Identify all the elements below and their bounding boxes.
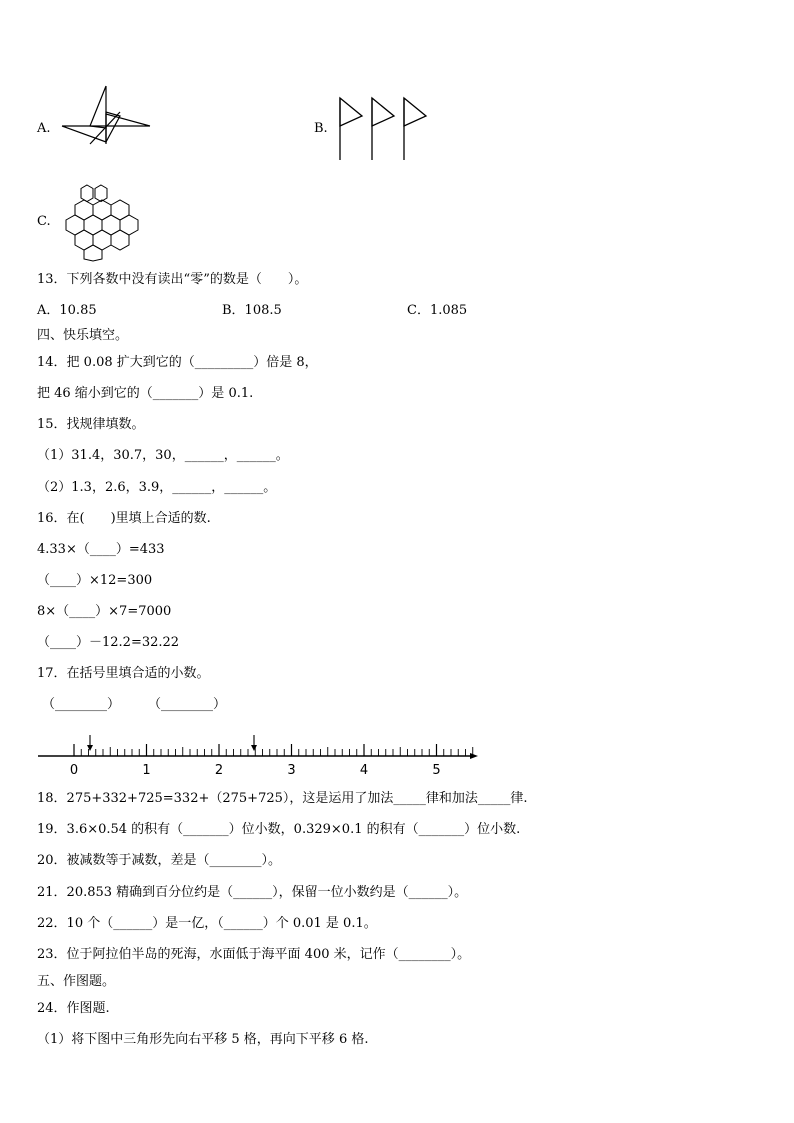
number-line-label: 2 bbox=[214, 763, 224, 778]
q22-text: 22．10 个（______）是一亿，（______）个 0.01 是 0.1。 bbox=[37, 916, 377, 931]
q13-option-c: C．1.085 bbox=[407, 303, 468, 318]
number-line-label: 3 bbox=[287, 763, 296, 778]
q17-blank-2: （________） bbox=[148, 697, 227, 712]
q16-line-4: （____）－12.2=32.22 bbox=[37, 635, 180, 650]
q24-stem: 24．作图题. bbox=[37, 1001, 110, 1016]
q16-line-2: （____）×12=300 bbox=[37, 573, 153, 588]
q24-line-1: （1）将下图中三角形先向右平移 5 格，再向下平移 6 格. bbox=[37, 1032, 369, 1047]
pinwheel-figure bbox=[62, 86, 154, 148]
q18-text: 18．275+332+725=332+（275+725），这是运用了加法_____律和加法_____律. bbox=[37, 791, 528, 806]
number-line-label: 4 bbox=[359, 763, 369, 778]
q15-line-2: （2）1.3，2.6，3.9，______，______。 bbox=[37, 480, 277, 495]
section-5-heading: 五、作图题。 bbox=[37, 974, 116, 989]
q13-option-a: A．10.85 bbox=[37, 303, 97, 318]
q21-text: 21．20.853 精确到百分位约是（______），保留一位小数约是（______）。 bbox=[37, 885, 468, 900]
q20-text: 20．被减数等于减数，差是（________）。 bbox=[37, 853, 282, 868]
option-c-label: C. bbox=[37, 214, 51, 229]
q16-stem: 16．在( )里填上合适的数. bbox=[37, 511, 211, 526]
number-line-label: 1 bbox=[142, 763, 151, 778]
q13-stem: 13．下列各数中没有读出“零”的数是（ ）。 bbox=[37, 272, 308, 287]
hexagon-pattern-figure bbox=[61, 183, 139, 261]
section-4-heading: 四、快乐填空。 bbox=[37, 328, 129, 343]
q16-line-3: 8×（____）×7=7000 bbox=[37, 604, 172, 619]
q13-option-b: B．108.5 bbox=[222, 303, 282, 318]
option-a-label: A. bbox=[37, 121, 51, 136]
number-line bbox=[38, 732, 478, 780]
q17-blank-1: （________） bbox=[42, 697, 121, 712]
q16-line-1: 4.33×（____）=433 bbox=[37, 542, 165, 557]
q19-text: 19．3.6×0.54 的积有（_______）位小数，0.329×0.1 的积有（_______）位小数. bbox=[37, 822, 521, 837]
q15-stem: 15．找规律填数。 bbox=[37, 417, 145, 432]
flags-figure bbox=[336, 96, 432, 162]
q14-line-1: 14．把 0.08 扩大到它的（_________）倍是 8， bbox=[37, 355, 318, 370]
q23-text: 23．位于阿拉伯半岛的死海，水面低于海平面 400 米，记作（________）。 bbox=[37, 947, 471, 962]
number-line-label: 0 bbox=[69, 763, 79, 778]
number-line-label: 5 bbox=[432, 763, 441, 778]
q15-line-1: （1）31.4，30.7，30，______，______。 bbox=[37, 448, 289, 463]
q17-stem: 17．在括号里填合适的小数。 bbox=[37, 666, 210, 681]
option-b-label: B. bbox=[314, 121, 328, 136]
q14-line-2: 把 46 缩小到它的（_______）是 0.1. bbox=[37, 386, 254, 401]
